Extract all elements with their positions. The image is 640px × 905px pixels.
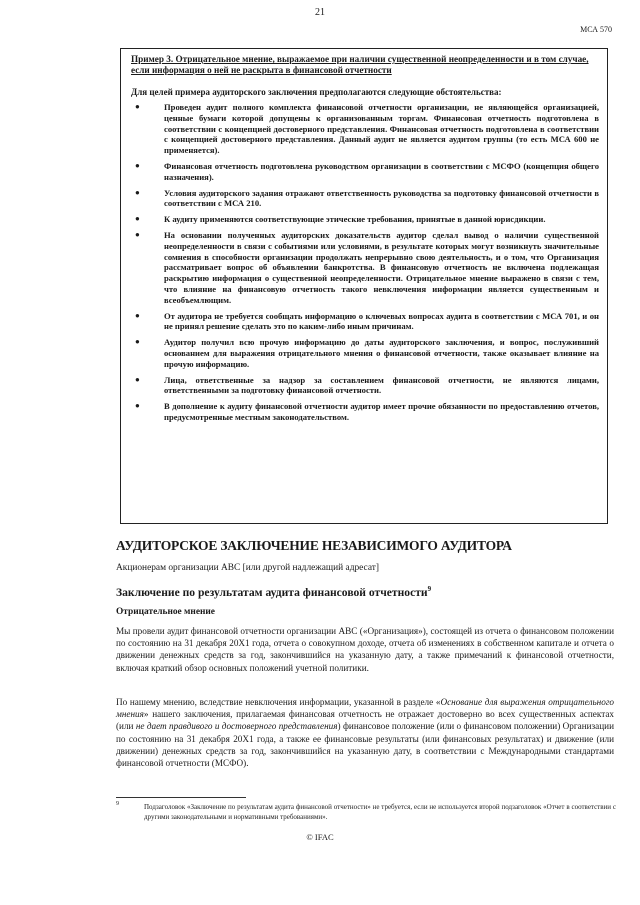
para-italic-text: не дает правдивого и достоверного представления [135,721,338,732]
page-number: 21 [315,7,325,18]
footnote-text: Подзаголовок «Заключение по результатам аудита финансовой отчетности» не требуется, если не используется второй подзаголовок «Отчет в соответствии с другими законодательными и нормативными требованиями». [144,803,616,821]
standard-label: МСА 570 [580,25,612,34]
bullet-icon: ● [135,337,140,347]
list-item [131,188,599,210]
list-item-text: Лица, ответственные за надзор за составлением финансовой отчетности, не являются лицами, ответственными за подготовку финансовой отчетности. [164,374,599,396]
list-item-text: На основании полученных аудиторских доказательств аудитор сделал вывод о наличии существенной неопределенности в связи с событиями или условиями, в результате которых могут возникнуть значительные сомнения в способности организации продолжать непрерывно свою деятельность, и о том, что Организация рассматривает вопрос об объявлении банкротства. В финансовую отчетность не включена подлежащая раскрытию информация о существенной неопределенности. Отрицательное мнение выражено в связи с тем, что влияние на финансовую отчетность такого невключения информации является существенным и всеобъемлющим. [164,229,599,305]
list-item-text: Финансовая отчетность подготовлена руководством организации в соответствии с МСФО (концепция общего назначения). [164,160,599,182]
list-item [131,311,599,333]
opinion-paragraph-1: Мы провели аудит финансовой отчетности организации АВС («Организация»), состоящей из отчета о финансовом положении по состоянию на 31 декабря 20X1 года, отчета о совокупном доходе, отчета об изменениях в собственном капитале и отчета о движении денежных средств за год, закончившийся на указанную дату, а также примечаний к финансовой отчетности, включая краткий обзор основных положений учетной политики. [116,626,614,673]
list-item-text: К аудиту применяются соответствующие этические требования, принятые в данной юрисдикции. [164,214,546,225]
footnote-reference[interactable]: 9 [427,585,432,593]
list-item-text: В дополнение к аудиту финансовой отчетности аудитор имеет прочие обязанности по предоставлению отчетов, предусмотренные местным законодательством. [164,401,599,422]
list-item [131,337,599,369]
para-italic-text: Основание для выражения отрицательного мнения [116,697,614,720]
para-text: По нашему мнению, вследствие невключения информации, указанной в разделе « [116,697,441,707]
bullet-icon: ● [135,214,140,224]
opinion-paragraph-2 [116,696,614,769]
bullet-icon: ● [135,160,140,170]
bullet-icon: ● [135,401,140,411]
bullet-icon: ● [135,374,140,384]
para-text: » нашего заключения, прилагаемая финансовая отчетность не отражает достоверно во всех существенных аспектах (или [116,709,614,732]
para-text: ) финансовое положение (или о финансовом положении) Организации по состоянию на 31 декабря 20X1 года, а также ее финансовые результаты (или финансовых результатах) и движение (или движении) денежных средств за год, закончившийся на указанную дату, в соответствии с Международными стандартами финансовой отчетности (МСФО). [116,721,614,769]
report-title: АУДИТОРСКОЕ ЗАКЛЮЧЕНИЕ НЕЗАВИСИМОГО АУДИТОРА [116,538,512,553]
example-box [120,48,608,524]
list-item [131,214,599,225]
footnote [116,803,616,822]
bullet-icon: ● [135,229,140,239]
bullet-icon: ● [135,310,140,320]
bullet-icon: ● [135,102,140,111]
opinion-subheading: Отрицательное мнение [116,607,215,617]
report-addressee: Акционерам организации АВС [или другой надлежащий адресат] [116,563,379,573]
example-intro: Для целей примера аудиторского заключения предполагаются следующие обстоятельства: [131,87,502,97]
list-item [131,161,599,183]
list-item [131,102,599,156]
bullet-icon: ● [135,187,140,197]
list-item [131,401,599,423]
circumstances-list [131,102,599,423]
copyright-footer: © IFAC [306,832,334,842]
section-heading [116,585,431,599]
list-item [131,230,599,306]
footnote-mark: 9 [116,801,119,807]
list-item-text: Условия аудиторского задания отражают ответственность руководства за подготовку финансовой отчетности в соответствии с МСА 210. [164,187,599,209]
list-item-text: Проведен аудит полного комплекта финансовой отчетности организации, не являющейся организацией, ценные бумаги которой допущены к организованным торгам. Финансовая отчетность подготовлена в соответствии с концепцией достоверного представления. Финансовая отчетность подготовлена в соответствии с концепцией достоверного представления. Данный аудит не является аудитом группы (то есть МСА 600 не применяется). [164,102,599,156]
list-item [131,375,599,397]
list-item-text: Аудитор получил всю прочую информацию до даты аудиторского заключения, и вопрос, послуживший основанием для выражения отрицательного мнения о финансовой отчетности, также оказывает влияние на прочую информацию. [164,337,599,369]
footnote-divider [116,797,246,798]
example-title: Пример 3. Отрицательное мнение, выражаемое при наличии существенной неопределенности и в том случае, если информация о ней не раскрыта в финансовой отчетности [131,54,589,75]
list-item-text: От аудитора не требуется сообщать информацию о ключевых вопросах аудита в соответствии с МСА 701, и он не принял решение сделать это по каким-либо иным причинам. [164,310,599,332]
section-heading-text: Заключение по результатам аудита финансовой отчетности [116,585,428,599]
